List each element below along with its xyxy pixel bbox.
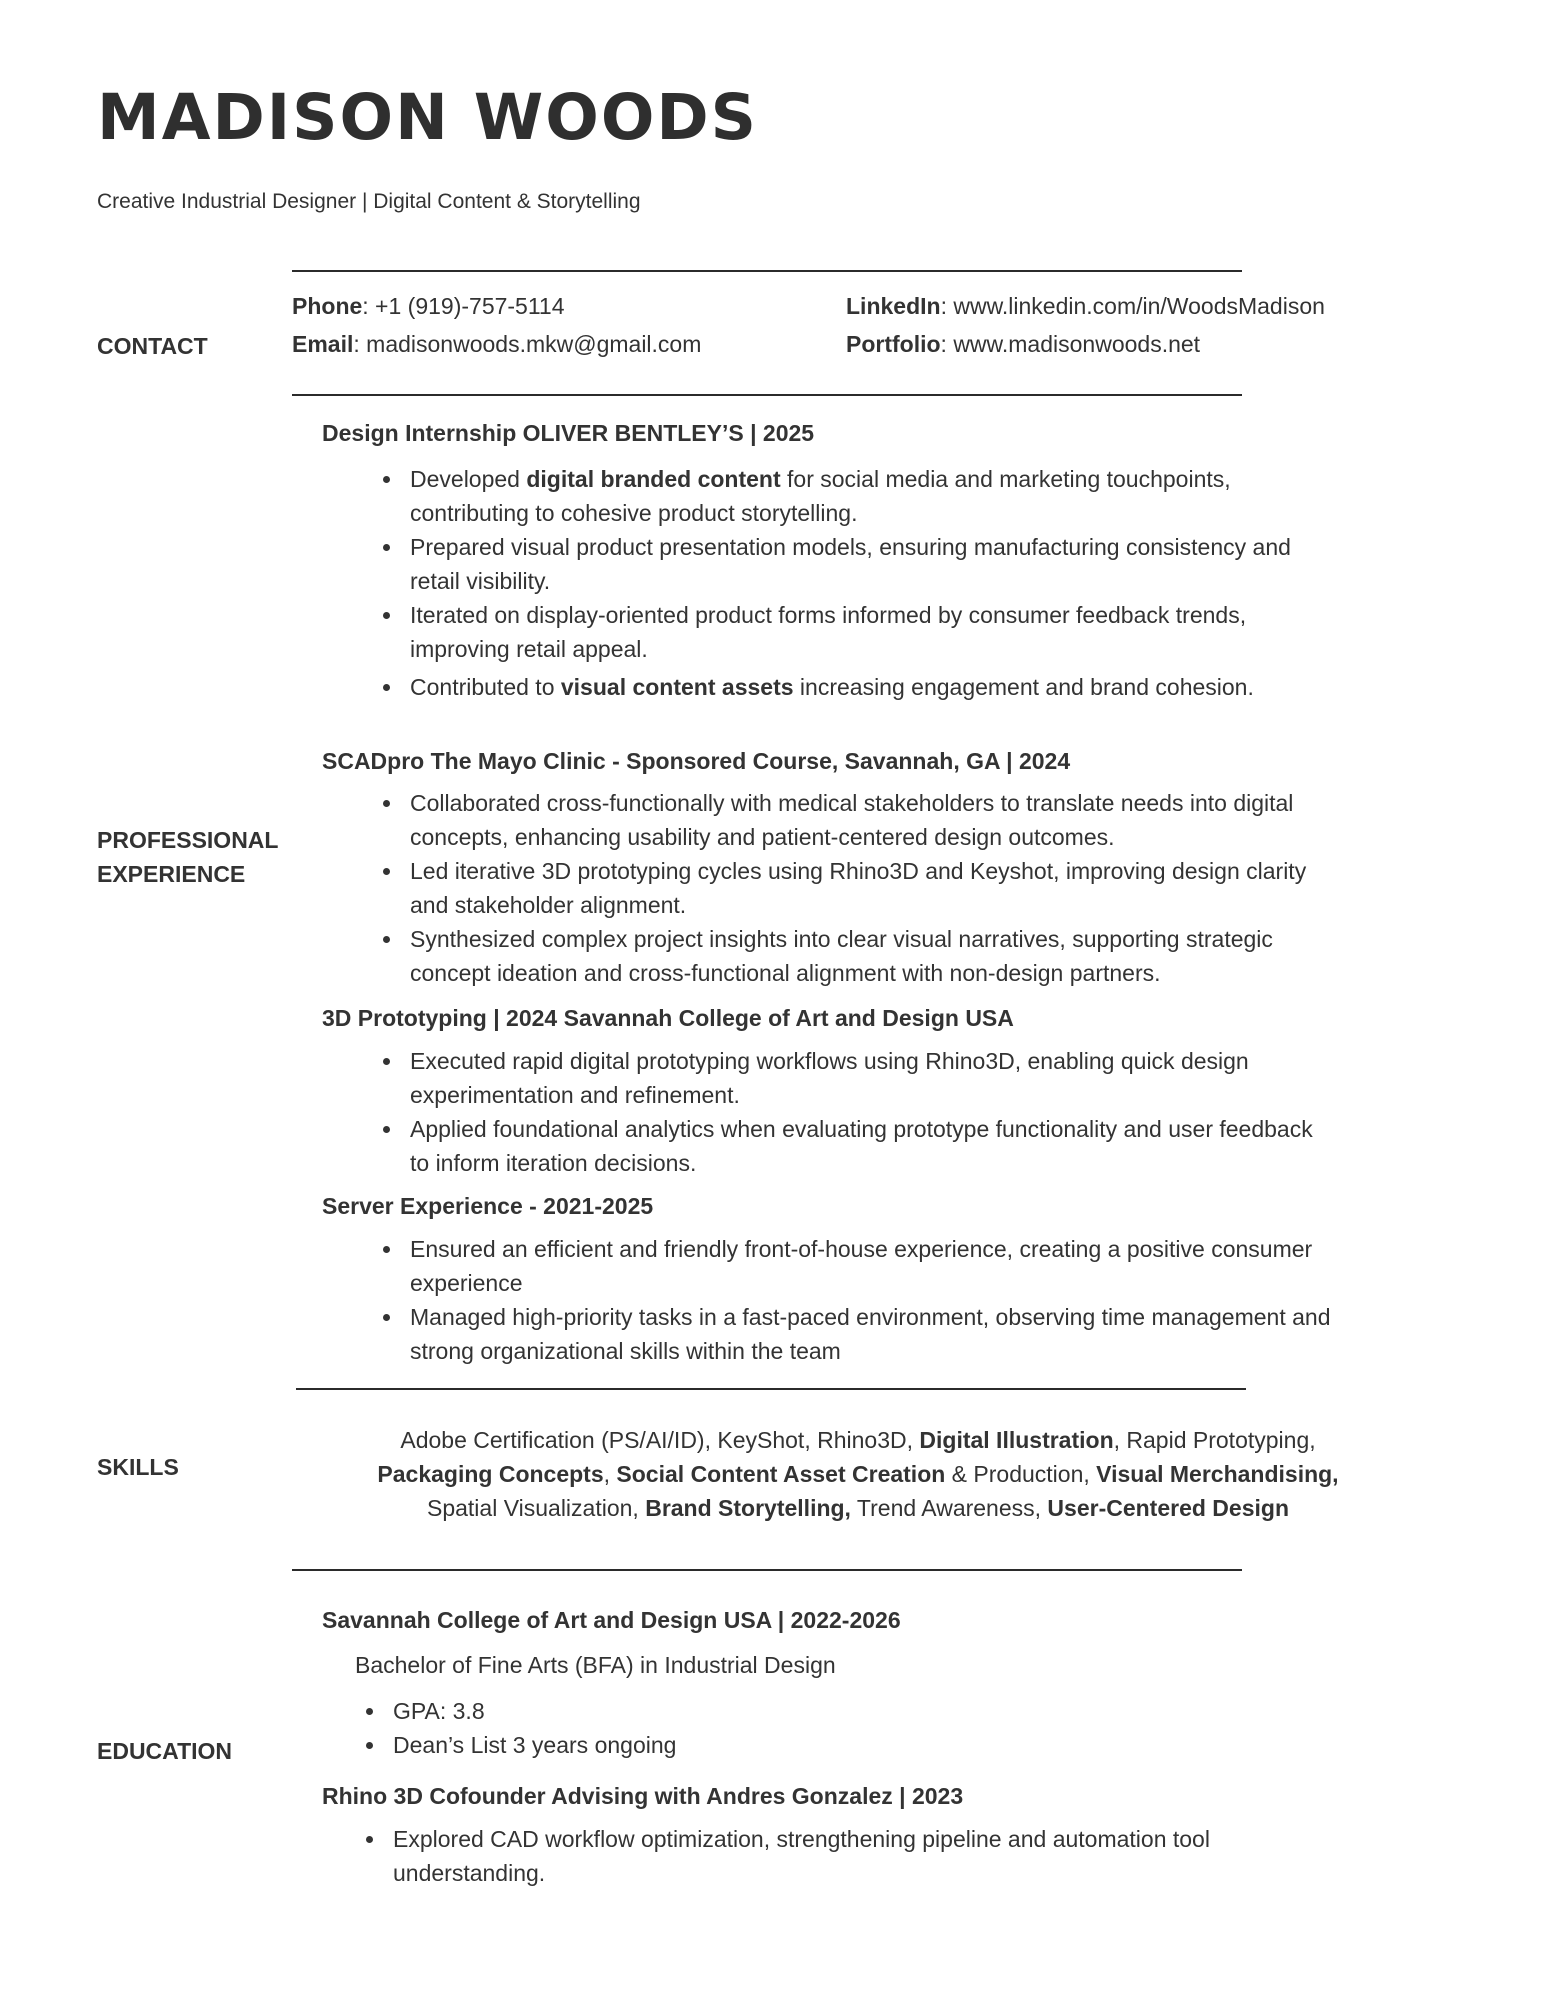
bold-text: visual content assets <box>560 674 794 700</box>
text-run: Led iterative 3D prototyping cycles using Rhino3D and Keyshot, improving design clarity <box>410 858 1307 884</box>
bullet-item: Explored CAD workflow optimization, strengthening pipeline and automation tool <box>393 1822 1210 1856</box>
text-run: Developed <box>410 466 527 492</box>
section-label-experience <box>97 823 278 891</box>
text-run: and stakeholder alignment. <box>410 892 687 918</box>
contact-portfolio <box>846 333 1200 356</box>
text-run: Ensured an efficient and friendly front-of-house experience, creating a positive consumer <box>410 1236 1313 1262</box>
job-bullets <box>410 786 1306 990</box>
bullet-continuation <box>410 820 1306 854</box>
text-run: , <box>603 1461 617 1487</box>
bullet-continuation <box>410 564 1291 598</box>
contact-linkedin-label: LinkedIn <box>846 293 941 319</box>
bold-text: digital branded content <box>526 466 781 492</box>
text-run: Trend Awareness, <box>850 1495 1048 1521</box>
text-run: , Rapid Prototyping, <box>1113 1427 1316 1453</box>
bullet-continuation <box>410 1334 1331 1368</box>
text-run: to inform iteration decisions. <box>410 1150 697 1176</box>
bullet-item <box>410 786 1306 820</box>
candidate-name: MADISON WOODS <box>97 81 759 154</box>
text-run: Executed rapid digital prototyping workflows using Rhino3D, enabling quick design <box>410 1048 1249 1074</box>
section-label-skills: SKILLS <box>97 1454 179 1480</box>
text-run: Managed high-priority tasks in a fast-paced environment, observing time management and <box>410 1304 1331 1330</box>
candidate-subtitle: Creative Industrial Designer | Digital Content & Storytelling <box>97 190 641 213</box>
bold-text: Packaging Concepts <box>377 1461 604 1487</box>
contact-email-value: : madisonwoods.mkw@gmail.com <box>353 331 702 357</box>
skills-list <box>322 1423 1394 1525</box>
contact-linkedin <box>846 295 1325 318</box>
text-run: & Production, <box>945 1461 1097 1487</box>
text-run: improving retail appeal. <box>410 636 648 662</box>
text-run: Adobe Certification (PS/AI/ID), KeyShot, Rhino3D, <box>400 1427 920 1453</box>
text-run: Prepared visual product presentation models, ensuring manufacturing consistency and <box>410 534 1291 560</box>
section-label-experience-line-2: EXPERIENCE <box>97 861 246 887</box>
bullet-item <box>410 1044 1313 1078</box>
bullet-item <box>410 1112 1313 1146</box>
contact-linkedin-value: : www.linkedin.com/in/WoodsMadison <box>940 293 1325 319</box>
text-run: Applied foundational analytics when evaluating prototype functionality and user feedback <box>410 1116 1313 1142</box>
section-label-experience-line-1: PROFESSIONAL <box>97 827 279 853</box>
section-label-education: EDUCATION <box>97 1738 233 1764</box>
bold-text: Visual Merchandising, <box>1096 1461 1339 1487</box>
text-run: Spatial Visualization, <box>426 1495 646 1521</box>
contact-phone-label: Phone <box>292 293 363 319</box>
section-label-contact: CONTACT <box>97 333 208 359</box>
divider <box>292 1569 1242 1571</box>
job-title: Server Experience - 2021-2025 <box>322 1193 654 1219</box>
job-bullets <box>410 1232 1331 1368</box>
contact-phone-value: : +1 (919)-757-5114 <box>362 293 565 319</box>
bullet-item <box>410 854 1306 888</box>
text-run: increasing engagement and brand cohesion. <box>793 674 1254 700</box>
job-title: Design Internship OLIVER BENTLEY’S | 2025 <box>322 420 815 446</box>
bullet-continuation <box>410 956 1306 990</box>
bullet-item <box>410 1232 1331 1266</box>
bullet-continuation <box>410 1078 1313 1112</box>
bullet-continuation <box>410 496 1291 530</box>
text-run: for social media and marketing touchpoints, <box>780 466 1231 492</box>
bullet-continuation <box>410 1146 1313 1180</box>
skills-line <box>322 1457 1394 1491</box>
bold-text: User-Centered Design <box>1047 1495 1289 1521</box>
job-title: 3D Prototyping | 2024 Savannah College of Art and Design USA <box>322 1005 1014 1031</box>
contact-portfolio-label: Portfolio <box>846 331 941 357</box>
bullet-item <box>410 922 1306 956</box>
text-run: contributing to cohesive product storytelling. <box>410 500 858 526</box>
degree: Bachelor of Fine Arts (BFA) in Industrial Design <box>355 1652 836 1678</box>
deans-list: Dean’s List 3 years ongoing <box>393 1728 676 1762</box>
divider <box>292 270 1242 272</box>
education-details <box>393 1694 676 1762</box>
divider <box>292 394 1242 396</box>
bullet-item <box>410 462 1291 496</box>
bullet-continuation <box>410 632 1291 666</box>
job-bullets <box>410 462 1291 704</box>
text-run: experience <box>410 1270 523 1296</box>
text-run: retail visibility. <box>410 568 551 594</box>
bullet-item <box>410 530 1291 564</box>
bullet-continuation: understanding. <box>393 1860 546 1886</box>
bullet-item <box>410 1300 1331 1334</box>
bullet-continuation <box>410 888 1306 922</box>
bullet-item <box>410 598 1291 632</box>
job-bullets <box>410 1044 1313 1180</box>
gpa: GPA: 3.8 <box>393 1694 676 1728</box>
text-run: Contributed to <box>410 674 561 700</box>
bullet-item <box>410 670 1291 704</box>
job-title: SCADpro The Mayo Clinic - Sponsored Course, Savannah, GA | 2024 <box>322 748 1071 774</box>
text-run: Collaborated cross-functionally with medical stakeholders to translate needs into digital <box>410 790 1294 816</box>
bold-text: Social Content Asset Creation <box>616 1461 946 1487</box>
contact-portfolio-value: : www.madisonwoods.net <box>940 331 1201 357</box>
bullet-continuation <box>410 1266 1331 1300</box>
advising-bullets <box>393 1822 1210 1890</box>
text-run: concepts, enhancing usability and patient-centered design outcomes. <box>410 824 1115 850</box>
text-run: experimentation and refinement. <box>410 1082 740 1108</box>
contact-phone <box>292 295 565 318</box>
bold-text: Brand Storytelling, <box>645 1495 851 1521</box>
contact-email <box>292 333 701 356</box>
text-run: Iterated on display-oriented product forms informed by consumer feedback trends, <box>410 602 1247 628</box>
school-title: Savannah College of Art and Design USA | 2022-2026 <box>322 1607 901 1633</box>
text-run: Synthesized complex project insights into clear visual narratives, supporting strategic <box>410 926 1273 952</box>
text-run: strong organizational skills within the team <box>410 1338 841 1364</box>
skills-line <box>322 1423 1394 1457</box>
divider <box>296 1388 1246 1390</box>
advising-title: Rhino 3D Cofounder Advising with Andres Gonzalez | 2023 <box>322 1783 964 1809</box>
contact-email-label: Email <box>292 331 354 357</box>
bold-text: Digital Illustration <box>919 1427 1114 1453</box>
text-run: concept ideation and cross-functional alignment with non-design partners. <box>410 960 1161 986</box>
skills-line <box>322 1491 1394 1525</box>
